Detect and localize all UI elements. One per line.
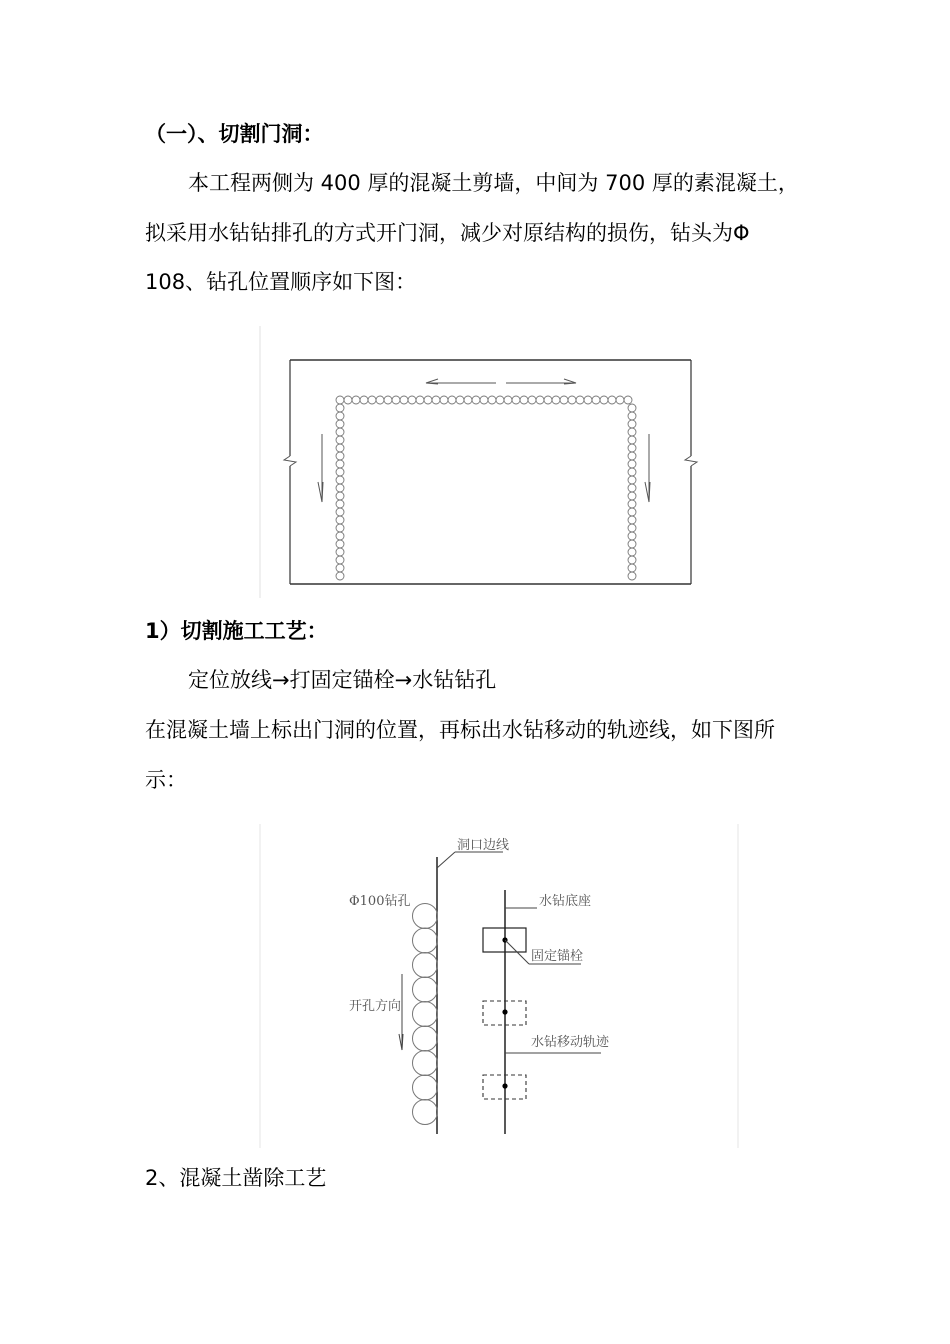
drill-hole-circle (560, 396, 568, 404)
drill-hole-circle (628, 484, 636, 492)
drill-hole-circle (628, 476, 636, 484)
drill-hole-circle (628, 412, 636, 420)
drill-hole-circle (416, 396, 424, 404)
drill-hole-circle (440, 396, 448, 404)
subsection-2-title: 2、混凝土凿除工艺 (145, 1166, 327, 1190)
drill-hole-circle (336, 500, 344, 508)
drill-hole-circle (336, 492, 344, 500)
paragraph-1-line-2: 拟采用水钻钻排孔的方式开门洞，减少对原结构的损伤，钻头为Φ (145, 221, 750, 245)
drill-hole-circle (628, 404, 636, 412)
drill-hole-circle (520, 396, 528, 404)
drill-hole-circle (592, 396, 600, 404)
paragraph-2-line-2: 示： (145, 768, 187, 792)
drill-hole-circle (488, 396, 496, 404)
drill-hole-circle (413, 1100, 438, 1125)
drill-hole-circle (413, 953, 438, 978)
drill-hole-circle (336, 508, 344, 516)
drill-hole-circle (552, 396, 560, 404)
paragraph-2-line-1: 在混凝土墙上标出门洞的位置，再标出水钻移动的轨迹线，如下图所 (145, 718, 775, 742)
door-opening-drill-layout-figure (258, 322, 703, 602)
drill-base-label: 水钻底座 (539, 894, 592, 909)
drill-hole-circle (536, 396, 544, 404)
drill-hole-circle (336, 420, 344, 428)
drill-hole-circle (376, 396, 384, 404)
drill-hole-circle (628, 444, 636, 452)
paragraph-1-line-1: 本工程两侧为 400 厚的混凝土剪墙，中间为 700 厚的素混凝土， (188, 171, 799, 195)
drill-hole-circle (608, 396, 616, 404)
drill-hole-circle (628, 572, 636, 580)
paragraph-1-line-3: 108、钻孔位置顺序如下图： (145, 270, 417, 294)
drill-hole-circle (336, 396, 344, 404)
drill-hole-circle (432, 396, 440, 404)
door-edge-line-label: 洞口边线 (457, 838, 510, 853)
section-title: （一）、切割门洞： (145, 122, 324, 146)
drill-hole-circle (413, 1075, 438, 1100)
drill-hole-circle (336, 412, 344, 420)
drill-hole-circle (352, 396, 360, 404)
drill-hole-circle (504, 396, 512, 404)
drill-hole-circle (413, 1002, 438, 1027)
drill-hole-circle (628, 492, 636, 500)
drill-hole-circle (336, 460, 344, 468)
drill-hole-circle (628, 436, 636, 444)
drill-track-figure (259, 822, 741, 1150)
drill-hole-circle (448, 396, 456, 404)
drill-hole-circle (336, 540, 344, 548)
drill-hole-circle (336, 532, 344, 540)
drill-hole-circle (480, 396, 488, 404)
drill-hole-circle (456, 396, 464, 404)
drill-hole-circle (576, 396, 584, 404)
drill-hole-circle (336, 468, 344, 476)
drill-hole-circle (336, 452, 344, 460)
drill-hole-circle (616, 396, 624, 404)
process-flow: 定位放线→打固定锚栓→水钻钻孔 (188, 668, 497, 692)
drill-hole-circle (628, 564, 636, 572)
drill-hole-chain (413, 904, 438, 1125)
drill-hole-circle (392, 396, 400, 404)
drill-hole-circle (628, 548, 636, 556)
drill-hole-circle (628, 468, 636, 476)
drill-hole-circle (424, 396, 432, 404)
drill-track-label: 水钻移动轨迹 (531, 1035, 610, 1050)
drill-hole-circle (336, 548, 344, 556)
drill-hole-circle (336, 484, 344, 492)
drill-hole-circle (628, 524, 636, 532)
drill-hole-circle (368, 396, 376, 404)
drill-hole-circle (464, 396, 472, 404)
drill-hole-circle (628, 420, 636, 428)
drill-hole-circle (336, 572, 344, 580)
subsection-1-title: 1）切割施工工艺： (145, 619, 328, 643)
right-break-mark (685, 456, 697, 466)
drill-hole-circle (628, 532, 636, 540)
drill-hole-circle (336, 436, 344, 444)
drill-hole-circle (628, 516, 636, 524)
drill-holes (336, 396, 636, 580)
drill-hole-circle (413, 1051, 438, 1076)
drill-hole-circle (628, 452, 636, 460)
drill-direction-label: 开孔方向 (349, 999, 402, 1014)
direction-arrows (318, 379, 650, 502)
drill-hole-circle (544, 396, 552, 404)
drill-hole-circle (628, 540, 636, 548)
drill-hole-circle (628, 428, 636, 436)
drill-hole-circle (472, 396, 480, 404)
drill-hole-circle (336, 428, 344, 436)
drill-hole-circle (408, 396, 416, 404)
drill-hole-circle (336, 476, 344, 484)
left-break-mark (284, 456, 296, 466)
drill-hole-circle (400, 396, 408, 404)
drill-hole-circle (496, 396, 504, 404)
drill-hole-circle (413, 904, 438, 929)
drill-hole-circle (384, 396, 392, 404)
drill-hole-circle (336, 564, 344, 572)
drill-hole-circle (336, 444, 344, 452)
drill-hole-circle (628, 556, 636, 564)
anchor-bolt-label: 固定锚栓 (531, 949, 584, 964)
drill-hole-circle (344, 396, 352, 404)
drill-hole-circle (624, 396, 632, 404)
drill-hole-circle (512, 396, 520, 404)
drill-hole-circle (336, 404, 344, 412)
drill-hole-circle (584, 396, 592, 404)
drill-hole-circle (528, 396, 536, 404)
drill-hole-circle (568, 396, 576, 404)
drill-hole-circle (628, 500, 636, 508)
drill-hole-circle (413, 977, 438, 1002)
drill-hole-circle (628, 460, 636, 468)
drill-hole-circle (336, 524, 344, 532)
drill-hole-circle (628, 508, 636, 516)
drill-hole-circle (413, 928, 438, 953)
drill-hole-label: Φ100钻孔 (349, 894, 411, 909)
drill-hole-circle (336, 556, 344, 564)
drill-hole-circle (360, 396, 368, 404)
drill-hole-circle (336, 516, 344, 524)
drill-hole-circle (413, 1026, 438, 1051)
drill-hole-circle (600, 396, 608, 404)
